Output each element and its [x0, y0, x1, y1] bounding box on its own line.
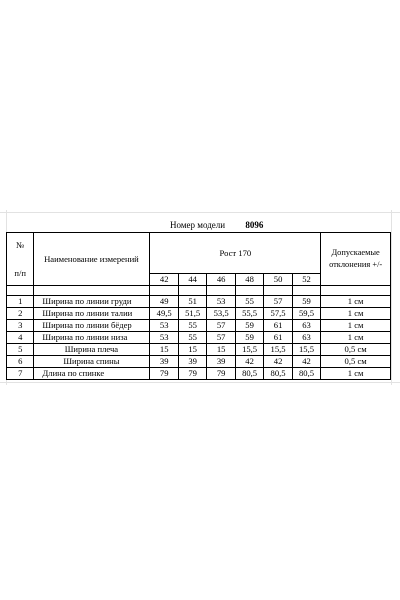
row-number-cell: 1 [7, 296, 34, 308]
value-cell: 63 [292, 332, 320, 344]
table-row [7, 368, 391, 380]
value-cell: 55,5 [235, 308, 263, 320]
model-number: 8096 [245, 220, 264, 230]
size-header-cell: 50 [264, 274, 292, 286]
row-name-cell: Ширина плеча [34, 344, 150, 356]
value-cell: 59 [292, 296, 320, 308]
value-cell: 59,5 [292, 308, 320, 320]
header-tolerance-line1: Допускаемые [331, 248, 380, 257]
value-cell: 55 [178, 320, 206, 332]
value-cell: 15,5 [235, 344, 263, 356]
header-tolerance-cell [321, 233, 391, 286]
table-row [7, 296, 391, 308]
value-cell: 80,5 [292, 368, 320, 380]
value-cell: 79 [150, 368, 178, 380]
row-number-cell: 4 [7, 332, 34, 344]
row-number-cell: 7 [7, 368, 34, 380]
spacer-cell [264, 286, 292, 296]
value-cell: 59 [235, 332, 263, 344]
value-cell: 79 [178, 368, 206, 380]
value-cell: 39 [207, 356, 235, 368]
value-cell: 49 [150, 296, 178, 308]
value-cell: 42 [264, 356, 292, 368]
spacer-cell [150, 286, 178, 296]
row-number-cell: 3 [7, 320, 34, 332]
value-cell: 39 [150, 356, 178, 368]
value-cell: 57 [264, 296, 292, 308]
spacer-cell [321, 286, 391, 296]
spacer-row [7, 286, 391, 296]
spacer-cell [178, 286, 206, 296]
size-header-cell: 48 [235, 274, 263, 286]
value-cell: 80,5 [235, 368, 263, 380]
value-cell: 61 [264, 332, 292, 344]
tolerance-cell: 1 см [321, 296, 391, 308]
tolerance-cell: 0,5 см [321, 344, 391, 356]
value-cell: 53,5 [207, 308, 235, 320]
header-number-cell [7, 233, 34, 286]
spacer-cell [207, 286, 235, 296]
value-cell: 15,5 [264, 344, 292, 356]
spacer-cell [34, 286, 150, 296]
value-cell: 51 [178, 296, 206, 308]
header-row [7, 233, 391, 274]
value-cell: 15 [207, 344, 235, 356]
spacer-cell [292, 286, 320, 296]
table-row [7, 332, 391, 344]
header-height-cell: Рост 170 [150, 233, 321, 274]
tolerance-cell: 1 см [321, 368, 391, 380]
header-number-bottom: п/п [14, 268, 26, 278]
value-cell: 49,5 [150, 308, 178, 320]
tolerance-cell: 1 см [321, 320, 391, 332]
row-name-cell: Длина по спинке [34, 368, 150, 380]
spacer-cell [7, 286, 34, 296]
row-name-cell: Ширина по линии низа [34, 332, 150, 344]
value-cell: 53 [150, 332, 178, 344]
size-header-cell: 42 [150, 274, 178, 286]
value-cell: 53 [150, 320, 178, 332]
value-cell: 15 [150, 344, 178, 356]
value-cell: 55 [178, 332, 206, 344]
spacer-cell [235, 286, 263, 296]
value-cell: 61 [264, 320, 292, 332]
size-header-cell: 46 [207, 274, 235, 286]
grid-line [391, 210, 392, 385]
measurements-table [6, 232, 391, 380]
value-cell: 15 [178, 344, 206, 356]
model-label: Номер модели [170, 220, 226, 230]
row-number-cell: 5 [7, 344, 34, 356]
model-caption [170, 220, 263, 230]
value-cell: 42 [292, 356, 320, 368]
value-cell: 55 [235, 296, 263, 308]
value-cell: 57,5 [264, 308, 292, 320]
value-cell: 59 [235, 320, 263, 332]
row-name-cell: Ширина по линии груди [34, 296, 150, 308]
grid-line [0, 382, 400, 383]
row-name-cell: Ширина по линии бёдер [34, 320, 150, 332]
header-number-top: № [16, 240, 25, 250]
table-row [7, 308, 391, 320]
value-cell: 51,5 [178, 308, 206, 320]
value-cell: 57 [207, 320, 235, 332]
header-name-cell: Наименование измерений [34, 233, 150, 286]
header-tolerance-line2: отклонения +/- [329, 260, 383, 269]
table-row [7, 320, 391, 332]
value-cell: 63 [292, 320, 320, 332]
row-number-cell: 6 [7, 356, 34, 368]
row-name-cell: Ширина по линии талии [34, 308, 150, 320]
value-cell: 39 [178, 356, 206, 368]
value-cell: 80,5 [264, 368, 292, 380]
grid-line [0, 212, 400, 213]
table-row [7, 344, 391, 356]
table-row [7, 356, 391, 368]
value-cell: 42 [235, 356, 263, 368]
size-header-cell: 52 [292, 274, 320, 286]
tolerance-cell: 0,5 см [321, 356, 391, 368]
value-cell: 15,5 [292, 344, 320, 356]
size-header-cell: 44 [178, 274, 206, 286]
tolerance-cell: 1 см [321, 332, 391, 344]
row-number-cell: 2 [7, 308, 34, 320]
value-cell: 79 [207, 368, 235, 380]
value-cell: 57 [207, 332, 235, 344]
tolerance-cell: 1 см [321, 308, 391, 320]
value-cell: 53 [207, 296, 235, 308]
row-name-cell: Ширина спины [34, 356, 150, 368]
